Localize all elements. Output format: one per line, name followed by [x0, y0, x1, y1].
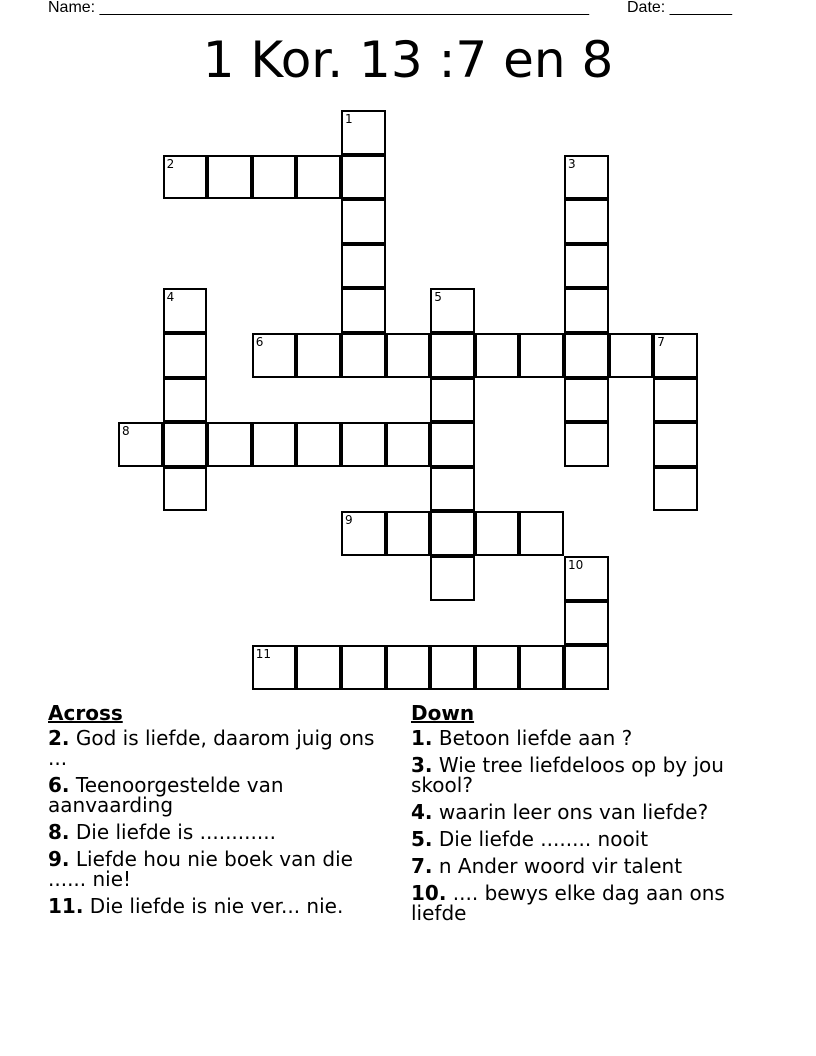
clue-text: waarin leer ons van liefde? [438, 800, 709, 824]
clue-number: 2. [48, 726, 70, 750]
across-clue [48, 775, 393, 815]
clue-number: 6. [48, 773, 70, 797]
crossword-cell[interactable] [564, 422, 609, 467]
clue-number: 9. [48, 847, 70, 871]
crossword-cell[interactable] [252, 422, 297, 467]
clue-number: 8. [48, 820, 70, 844]
across-clue [48, 822, 393, 842]
crossword-cell[interactable] [653, 378, 698, 423]
crossword-cell[interactable] [163, 333, 208, 378]
clue-number: 4. [411, 800, 433, 824]
down-clues [411, 701, 756, 930]
cell-number: 6 [255, 335, 264, 349]
clue-text: Die liefde is nie ver... nie. [89, 894, 344, 918]
crossword-cell[interactable] [207, 155, 252, 200]
cell-number: 5 [434, 290, 442, 305]
crossword-cell[interactable] [386, 422, 431, 467]
crossword-cell[interactable] [163, 288, 208, 333]
cell-number: 9 [345, 513, 353, 528]
across-clue [48, 849, 393, 889]
crossword-cell[interactable] [341, 110, 386, 155]
crossword-cell[interactable] [341, 511, 386, 556]
crossword-cell[interactable] [475, 645, 520, 690]
clue-number: 3. [411, 753, 433, 777]
crossword-cell[interactable] [163, 155, 208, 200]
crossword-cell[interactable] [519, 645, 564, 690]
clue-number: 5. [411, 827, 433, 851]
cell-number: 11 [255, 647, 272, 662]
clue-text: .... bewys elke dag aan ons liefde [411, 881, 725, 925]
crossword-cell[interactable] [564, 199, 609, 244]
crossword-cell[interactable] [430, 378, 475, 423]
down-clue [411, 856, 756, 876]
crossword-cell[interactable] [564, 244, 609, 289]
crossword-cell[interactable] [386, 333, 431, 378]
clue-text: Betoon liefde aan ? [438, 726, 633, 750]
crossword-cell[interactable] [564, 645, 609, 690]
cell-number: 7 [657, 335, 665, 349]
clue-number: 11. [48, 894, 84, 918]
crossword-cell[interactable] [519, 333, 564, 378]
crossword-cell[interactable] [430, 556, 475, 601]
crossword-cell[interactable] [341, 422, 386, 467]
cell-number: 8 [122, 424, 130, 439]
crossword-cell[interactable] [296, 422, 341, 467]
cell-number: 3 [568, 156, 576, 171]
name-field-line: Name: _______________________________________________________ [48, 0, 589, 16]
across-clue [48, 896, 393, 916]
crossword-cell[interactable] [386, 511, 431, 556]
page-title: 1 Kor. 13 :7 en 8 [202, 31, 614, 89]
cell-number: 2 [166, 156, 175, 171]
clue-number: 7. [411, 854, 433, 878]
clue-text: Die liefde ........ nooit [438, 827, 649, 851]
down-clue [411, 755, 756, 795]
crossword-cell[interactable] [163, 422, 208, 467]
crossword-cell[interactable] [430, 288, 475, 333]
across-heading: Across [48, 701, 123, 725]
down-clue [411, 802, 756, 822]
cell-number: 1 [345, 112, 353, 126]
crossword-cell[interactable] [341, 199, 386, 244]
clue-number: 1. [411, 726, 433, 750]
down-clue [411, 829, 756, 849]
crossword-cell[interactable] [564, 378, 609, 423]
crossword-cell[interactable] [252, 333, 297, 378]
down-clue [411, 883, 756, 923]
crossword-cell[interactable] [430, 645, 475, 690]
clue-number: 10. [411, 881, 447, 905]
crossword-cell[interactable] [341, 288, 386, 333]
crossword-cell[interactable] [519, 511, 564, 556]
across-clues [48, 701, 393, 923]
crossword-cell[interactable] [430, 422, 475, 467]
crossword-cell[interactable] [430, 333, 475, 378]
crossword-cell[interactable] [475, 511, 520, 556]
clue-text: Die liefde is ............ [75, 820, 276, 844]
crossword-cell[interactable] [564, 601, 609, 646]
crossword-cell[interactable] [296, 645, 341, 690]
crossword-cell[interactable] [207, 422, 252, 467]
down-clue [411, 728, 756, 748]
crossword-cell[interactable] [163, 378, 208, 423]
clue-text: Teenoorgestelde van aanvaarding [48, 773, 284, 817]
crossword-cell[interactable] [653, 467, 698, 512]
crossword-cell[interactable] [341, 155, 386, 200]
clue-text: God is liefde, daarom juig ons ... [48, 726, 375, 770]
crossword-cell[interactable] [341, 244, 386, 289]
crossword-cell[interactable] [564, 333, 609, 378]
crossword-cell[interactable] [252, 645, 297, 690]
crossword-cell[interactable] [163, 467, 208, 512]
crossword-cell[interactable] [475, 333, 520, 378]
crossword-cell[interactable] [430, 467, 475, 512]
cell-number: 10 [568, 558, 584, 572]
crossword-cell[interactable] [341, 645, 386, 690]
crossword-cell[interactable] [609, 333, 654, 378]
crossword-cell[interactable] [296, 155, 341, 200]
clue-text: Liefde hou nie boek van die ...... nie! [48, 847, 353, 891]
crossword-cell[interactable] [653, 422, 698, 467]
clue-text: n Ander woord vir talent [438, 854, 683, 878]
crossword-cell[interactable] [564, 556, 609, 601]
crossword-cell[interactable] [386, 645, 431, 690]
crossword-cell[interactable] [341, 333, 386, 378]
crossword-cell[interactable] [118, 422, 163, 467]
down-heading: Down [411, 701, 475, 725]
crossword-cell[interactable] [430, 511, 475, 556]
crossword-cell[interactable] [252, 155, 297, 200]
across-clue [48, 728, 393, 768]
crossword-cell[interactable] [564, 288, 609, 333]
cell-number: 4 [166, 290, 175, 305]
crossword-cell[interactable] [296, 333, 341, 378]
crossword-cell[interactable] [653, 333, 698, 378]
clue-text: Wie tree liefdeloos op by jou skool? [411, 753, 724, 797]
date-field-line: Date: _______ [627, 0, 732, 16]
crossword-cell[interactable] [564, 155, 609, 200]
